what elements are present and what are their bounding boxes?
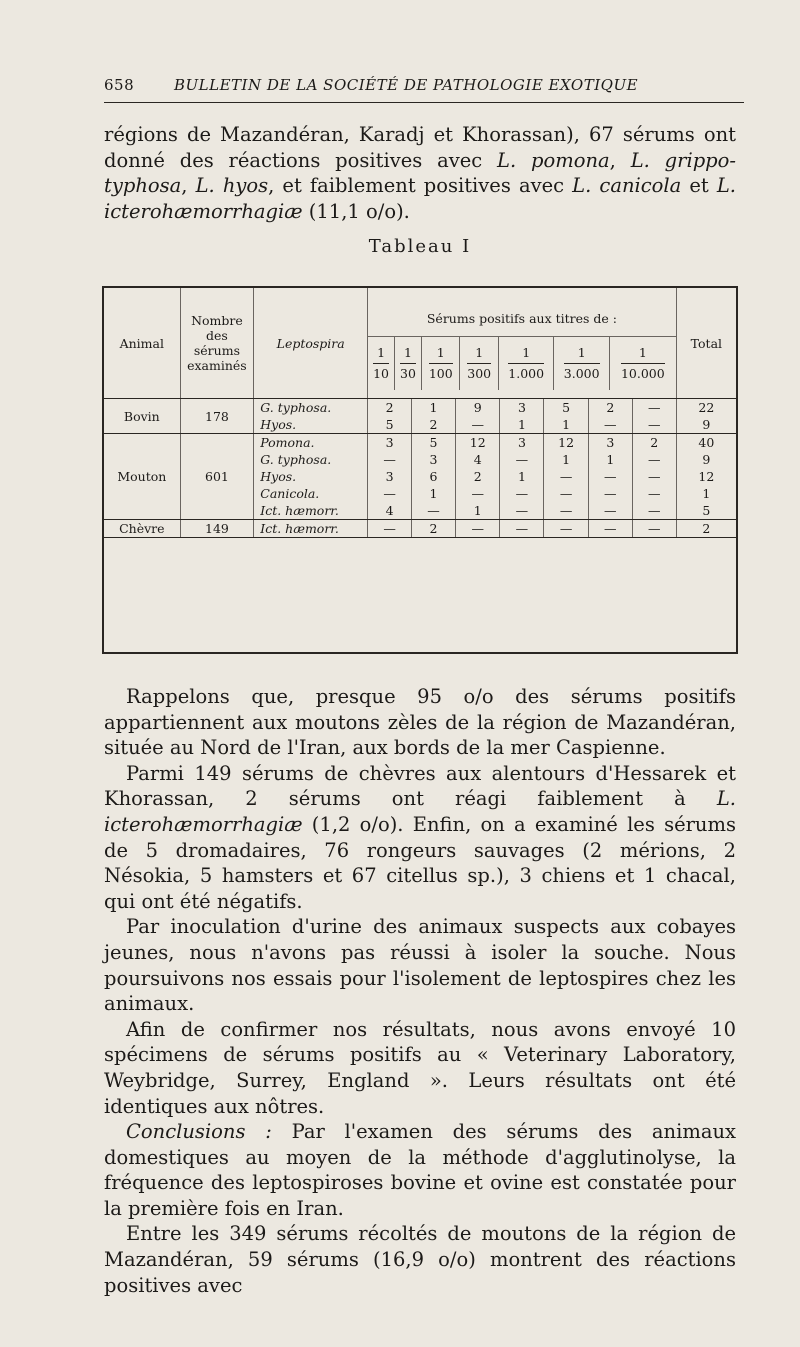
titre-value: — [471,521,484,536]
titre-value: — [647,469,661,484]
titre-value: — [427,503,440,518]
cell-titre-value [632,399,676,434]
paragraph-inoculation: Par inoculation d'urine des animaux suspects aux cobayes jeunes, nous n'avons pas réussi à isoler la souche. Nous poursuivons nos essais pour l'isolement de leptospires chez les animaux. [104,915,736,1016]
col-group-label: Sérums positifs aux titres de : [426,310,617,326]
cell-titre-value [455,399,499,434]
total-value: 12 [698,469,715,484]
intro-text: et [681,174,717,198]
cell-nombre: 601 [180,434,254,520]
cell-titre-value [544,399,588,434]
titre-value: — [647,503,661,518]
cell-leptospira [254,399,368,434]
titre-value: — [471,417,484,432]
intro-paragraph [104,122,736,224]
titre-header [554,336,610,390]
cell-total [676,434,736,520]
journal-title: BULLETIN DE LA SOCIÉTÉ DE PATHOLOGIE EXOTIQUE [174,76,639,94]
table-group-chèvre [104,520,736,538]
cell-animal: Bovin [104,399,180,434]
header-rule [104,102,744,103]
titre-header [368,336,394,390]
col-total: Total [676,288,736,399]
titre-value: — [559,521,573,536]
titre-value: 2 [650,435,659,450]
titre-value: — [383,521,396,536]
titre-fraction [400,343,416,384]
titre-numerator: 1 [508,343,544,364]
paragraph-mazanderan: Entre les 349 sérums récoltés de moutons de la région de Mazandéran, 59 sérums (16,9 o/o) montrent des réactions positives avec [104,1222,736,1297]
titre-value: — [647,486,661,501]
conclusions-label: Conclusions : [126,1120,272,1144]
results-table-grid [104,288,736,538]
cell-titre-value [412,520,456,538]
titre-denominator: 10 [373,365,390,381]
titre-value: 12 [558,435,575,450]
titres-subheader [368,336,676,390]
titre-value: 2 [473,469,482,484]
species-grippo-typhosa: L. grippo-typhosa [104,148,736,198]
titre-value: 1 [429,486,438,501]
titre-header [422,336,460,390]
cell-titre-value [368,399,412,434]
paragraph-conclusions [104,1119,736,1221]
titre-header [498,336,554,390]
titre-value: — [604,417,617,432]
titre-value: 1 [606,452,615,467]
titre-denominator: 10.000 [620,365,665,381]
leptospira-name: Hyos. [260,417,297,432]
titre-value: 5 [429,435,438,450]
titre-value: 1 [473,503,482,518]
titre-value: — [647,417,661,432]
intro-text: , et faiblement positives avec [268,174,573,198]
titre-numerator: 1 [467,343,491,364]
cell-titre-value [632,520,676,538]
cell-titre-value [632,434,676,520]
cell-titre-value [544,434,588,520]
titre-value: 3 [606,435,615,450]
cell-titre-value [368,434,412,520]
leptospira-name: Ict. hæmorr. [260,503,339,518]
titre-numerator: 1 [400,343,416,364]
cell-titre-value [455,520,499,538]
species-canicola: L. canicola [572,174,682,198]
titre-value: 9 [473,400,482,415]
table-group-bovin [104,399,736,434]
titre-value: — [647,452,661,467]
titre-value: — [604,469,617,484]
titres-row [368,336,676,390]
titre-numerator: 1 [429,343,453,364]
titre-header [394,336,421,390]
table-caption: Tableau I [368,236,472,257]
titre-denominator: 3.000 [563,365,600,381]
cell-titre-value [588,399,632,434]
cell-animal: Chèvre [104,520,180,538]
titre-fraction [508,343,544,384]
paragraph-confirmation: Afin de confirmer nos résultats, nous avons envoyé 10 spécimens de sérums positifs au « Veterinary Laboratory, Weybridge, Surrey, England ». Leurs résultats ont été identiques aux nôtres. [104,1017,736,1118]
cell-animal: Mouton [104,434,180,520]
titre-value: 4 [473,452,482,467]
table-header-row [104,288,736,399]
titre-value: 3 [517,435,526,450]
titre-value: 3 [517,400,526,415]
titre-denominator: 100 [428,365,453,381]
total-value: 22 [698,400,715,415]
cell-titre-value [588,434,632,520]
cell-leptospira [254,520,368,538]
total-value: 9 [702,417,711,432]
titre-value: — [515,521,529,536]
titre-fraction [429,343,453,384]
cell-nombre: 178 [180,399,254,434]
running-header [104,76,734,106]
col-group-titres [368,288,677,399]
intro-text: , [609,148,631,172]
titre-value: 3 [429,452,438,467]
species-icterohaemorrhagiae: L. icterohæmorrhagiæ [104,174,736,223]
cell-nombre: 149 [180,520,254,538]
titre-header [609,336,675,390]
table-body [104,399,736,538]
intro-text: régions de Mazandéran, Karadj et Khorassan), 67 sérums ont donné des réactions positives avec [104,123,736,172]
titre-value: — [383,486,396,501]
paragraph-chevres [104,761,736,915]
titre-fraction [373,343,389,384]
titre-value: — [515,452,529,467]
titre-denominator: 1.000 [508,365,545,381]
titre-value: — [647,521,661,536]
titre-value: 1 [562,452,571,467]
titre-value: — [647,400,661,415]
titre-value: 1 [517,417,526,432]
total-value: 40 [698,435,715,450]
col-nombre: Nombre des sérums examinés [180,288,254,399]
titre-value: 12 [469,435,486,450]
titre-numerator: 1 [621,343,665,364]
cell-titre-value [412,399,456,434]
titre-value: 1 [429,400,438,415]
col-leptospira: Leptospira [254,288,368,399]
titre-value: 2 [385,400,394,415]
cell-titre-value [500,434,544,520]
titre-header [460,336,498,390]
titre-value: — [559,486,573,501]
col-animal: Animal [104,288,180,399]
total-value: 2 [702,521,711,536]
titre-fraction [564,343,600,384]
titre-value: 5 [562,400,571,415]
titre-value: 3 [385,469,394,484]
cell-titre-value [455,434,499,520]
titre-value: — [515,486,529,501]
cell-titre-value [588,520,632,538]
cell-total [676,399,736,434]
titre-value: 1 [562,417,571,432]
species-hyos: L. hyos [195,174,269,198]
titre-value: 5 [385,417,394,432]
titre-value: 3 [385,435,394,450]
titre-value: 6 [429,469,438,484]
cell-total [676,520,736,538]
page-number: 658 [104,76,135,94]
titre-value: — [559,469,573,484]
leptospira-name: G. typhosa. [260,400,332,415]
titre-value: — [604,521,617,536]
body-text [104,684,736,1298]
titre-value: — [383,452,396,467]
para-text: Parmi 149 sérums de chèvres aux alentours d'Hessarek et Khorassan, 2 sérums ont réagi faiblement à [104,761,736,811]
cell-titre-value [544,520,588,538]
leptospira-name: Pomona. [260,435,315,450]
titre-value: — [604,503,617,518]
titre-value: — [471,486,484,501]
leptospira-name: G. typhosa. [260,452,332,467]
para-text: (1,2 o/o). Enfin, on a examiné les sérums de 5 dromadaires, 76 rongeurs sauvages (2 mérions, 2 Nésokia, 5 hamsters et 67 citellus sp.), 3 chiens et 1 chacal, qui ont été négatifs. [104,812,736,913]
leptospira-name: Ict. hæmorr. [260,521,339,536]
total-value: 9 [702,452,711,467]
titre-value: 2 [429,417,438,432]
titre-value: — [604,486,617,501]
titre-value: 1 [517,469,526,484]
titre-fraction [467,343,491,384]
total-value: 1 [702,486,711,501]
titre-value: — [559,503,573,518]
titre-denominator: 30 [400,365,416,381]
titre-value: 2 [606,400,615,415]
titre-value: 4 [385,503,394,518]
species-pomona: L. pomona [497,148,610,172]
cell-titre-value [500,520,544,538]
titre-value: 2 [429,521,438,536]
titre-numerator: 1 [373,343,389,364]
titre-numerator: 1 [564,343,600,364]
results-table [102,286,738,654]
titre-denominator: 300 [467,365,492,381]
table-group-mouton [104,434,736,520]
leptospira-name: Hyos. [260,469,297,484]
species-icterohaemorrhagiae: L. icterohæmorrhagiæ [104,787,736,836]
cell-titre-value [368,520,412,538]
intro-text: , [181,174,196,198]
paragraph-rappelons: Rappelons que, presque 95 o/o des sérums positifs appartiennent aux moutons zèles de la région de Mazandéran, située au Nord de l'Iran, aux bords de la mer Caspienne. [104,685,736,760]
cell-titre-value [500,399,544,434]
cell-leptospira [254,434,368,520]
cell-titre-value [412,434,456,520]
para-text: Par l'examen des sérums des animaux domestiques au moyen de la méthode d'agglutinolyse, la fréquence des leptospiroses bovine et ovine est constatée pour la première fois en Iran. [104,1120,737,1220]
intro-text: (11,1 o/o). [302,199,410,223]
total-value: 5 [702,503,711,518]
leptospira-name: Canicola. [260,486,320,501]
titre-fraction [621,343,665,384]
titre-value: — [515,503,529,518]
